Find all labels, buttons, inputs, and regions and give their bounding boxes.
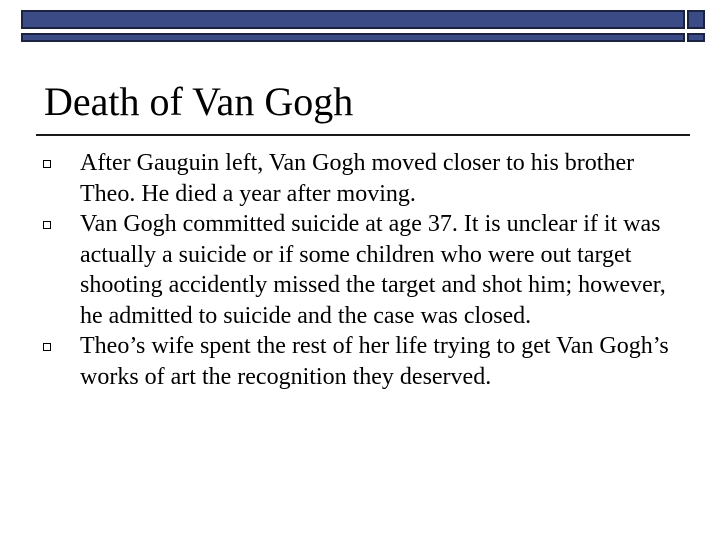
bullet-text: After Gauguin left, Van Gogh moved closer to his brother Theo. He died a year after moving.	[80, 150, 635, 207]
header-band-top	[21, 10, 685, 29]
bullet-list	[40, 148, 690, 392]
hollow-square-icon	[43, 221, 51, 229]
hollow-square-icon	[43, 160, 51, 168]
bullet-item	[40, 209, 690, 331]
slide-title: Death of Van Gogh	[44, 79, 354, 124]
hollow-square-icon	[43, 343, 51, 351]
header-end-squares	[687, 10, 709, 42]
header-band	[21, 10, 685, 42]
bullet-text: Van Gogh committed suicide at age 37. It is unclear if it was actually a suicide or if some children who were out target shooting accidently missed the target and shot him; however, he admitted to suicide and the case was closed.	[80, 211, 666, 329]
header-band-bottom	[21, 33, 685, 42]
bullet-text: Theo’s wife spent the rest of her life trying to get Van Gogh’s works of art the recognition they deserved.	[80, 333, 669, 390]
header-square-bottom	[687, 33, 705, 42]
header-square-top	[687, 10, 705, 29]
bullet-item	[40, 331, 690, 392]
bullet-item	[40, 148, 690, 209]
title-divider	[36, 134, 690, 136]
header-decoration-bar	[21, 10, 711, 44]
